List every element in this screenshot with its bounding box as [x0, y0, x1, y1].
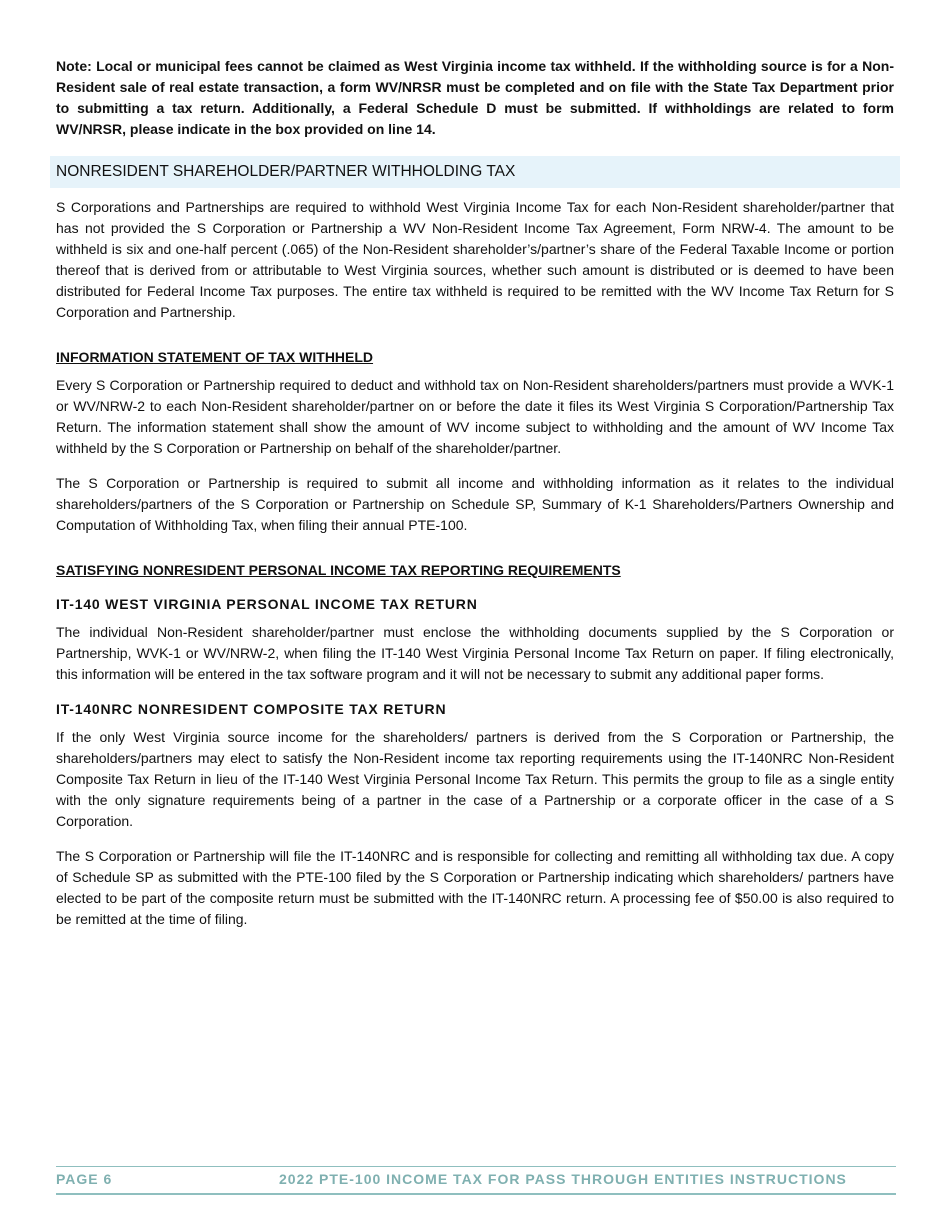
it140nrc-paragraph-1: If the only West Virginia source income for the shareholders/ partners is derived from the S Corporation or Partnership, the shareholders/partners may elect to satisfy the Non-Resident income tax reporting requirements using the IT-140NRC Non-Resident Composite Tax Return in lieu of the IT-140 West Virginia Personal Income Tax Return. This permits the group to file as a single entity with the only signature requirements being of a partner in the case of a Partnership or a corporate officer in the case of a S Corporation. — [56, 729, 894, 829]
footer-title: 2022 PTE-100 INCOME TAX FOR PASS THROUGH ENTITIES INSTRUCTIONS — [279, 1171, 847, 1187]
satisfying-heading: SATISFYING NONRESIDENT PERSONAL INCOME TAX REPORTING REQUIREMENTS — [56, 562, 621, 578]
page-footer — [56, 1166, 896, 1195]
info-statement-heading: INFORMATION STATEMENT OF TAX WITHHELD — [56, 349, 374, 365]
page-number: PAGE 6 — [56, 1171, 113, 1187]
section-heading-withholding: NONRESIDENT SHAREHOLDER/PARTNER WITHHOLDING TAX — [50, 156, 900, 188]
page-content — [56, 56, 894, 930]
info-statement-paragraph-1: Every S Corporation or Partnership required to deduct and withhold tax on Non-Resident shareholders/partners must provide a WVK-1 or WV/NRW-2 to each Non-Resident shareholder/partner on or before the date it files its West Virginia S Corporation/Partnership Tax Return. The information statement shall show the amount of WV income subject to withholding and the amount of WV Income Tax withheld by the S Corporation or Partnership on behalf of the shareholder/partner. — [56, 377, 894, 456]
it140-heading: IT-140 WEST VIRGINIA PERSONAL INCOME TAX RETURN — [56, 596, 478, 612]
it140-paragraph: The individual Non-Resident shareholder/partner must enclose the withholding documents supplied by the S Corporation or Partnership, WVK-1 or WV/NRW-2, when filing the IT-140 West Virginia Personal Income Tax Return on paper. If filing electronically, this information will be entered in the tax software program and it will not be necessary to submit any additional paper forms. — [56, 624, 894, 682]
info-statement-paragraph-2: The S Corporation or Partnership is required to submit all income and withholding information as it relates to the individual shareholders/partners of the S Corporation or Partnership on Schedule SP, Summary of K-1 Shareholders/Partners Ownership and Computation of Withholding Tax, when filing their annual PTE-100. — [56, 475, 894, 533]
it140nrc-paragraph-2: The S Corporation or Partnership will file the IT-140NRC and is responsible for collecting and remitting all withholding tax due. A copy of Schedule SP as submitted with the PTE-100 filed by the S Corporation or Partnership indicating which shareholders/ partners have elected to be part of the composite return must be submitted with the IT-140NRC return. A processing fee of $50.00 is also required to be remitted at the time of filing. — [56, 848, 894, 927]
it140nrc-heading: IT-140NRC NONRESIDENT COMPOSITE TAX RETURN — [56, 701, 447, 717]
note-paragraph: Note: Local or municipal fees cannot be claimed as West Virginia income tax withheld. If the withholding source is for a Non-Resident sale of real estate transaction, a form WV/NRSR must be completed and on file with the State Tax Department prior to submitting a tax return. Additionally, a Federal Schedule D must be submitted. If withholdings are related to form WV/NRSR, please indicate in the box provided on line 14. — [56, 58, 894, 137]
withholding-intro-paragraph: S Corporations and Partnerships are required to withhold West Virginia Income Tax for each Non-Resident shareholder/partner that has not provided the S Corporation or Partnership a WV Non-Resident Income Tax Agreement, Form NRW-4. The amount to be withheld is six and one-half percent (.065) of the Non-Resident shareholder’s/partner’s share of the Federal Taxable Income or portion thereof that is derived from or attributable to West Virginia sources, whether such amount is distributed or is deemed to have been distributed for Federal Income Tax purposes. The entire tax withheld is required to be remitted with the WV Income Tax Return for S Corporation and Partnership. — [56, 199, 894, 320]
